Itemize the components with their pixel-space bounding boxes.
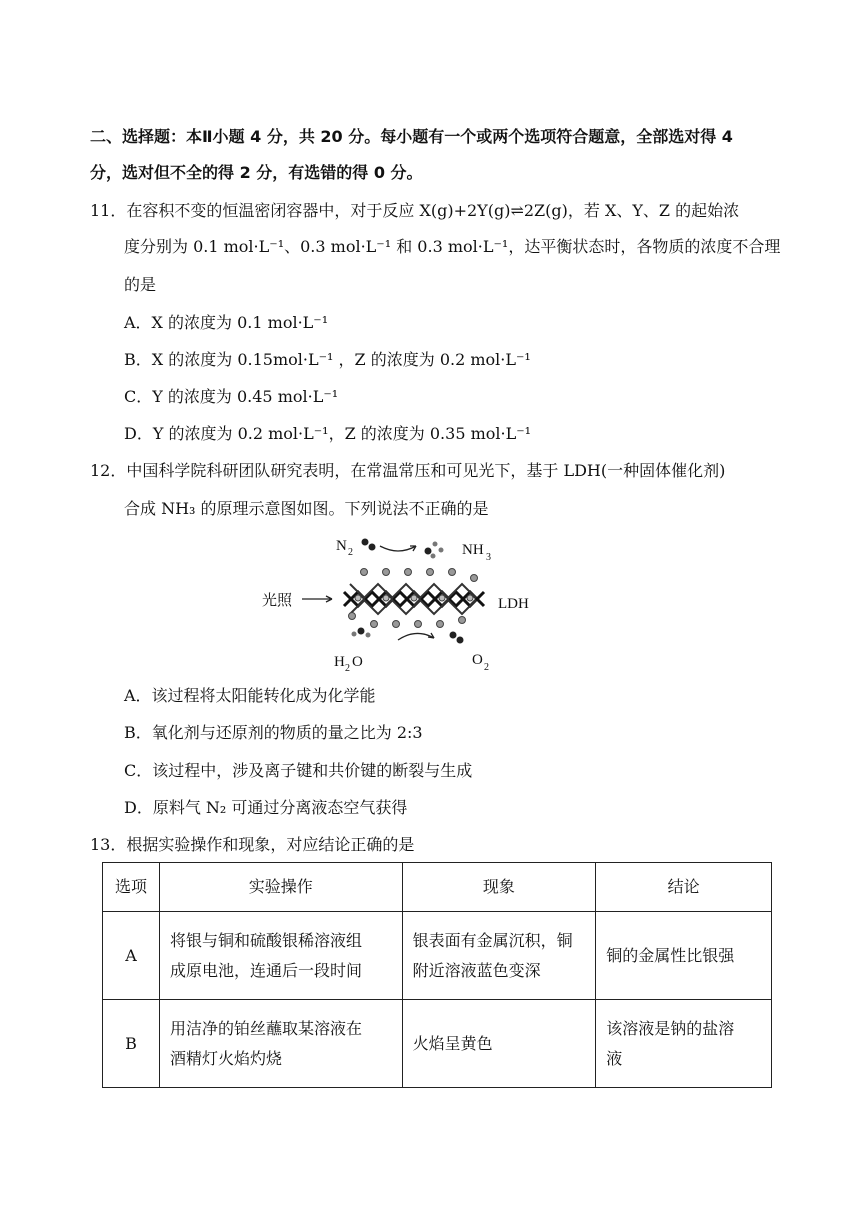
phenomenon-line: 附近溶液蓝色变深	[412, 960, 541, 980]
q13-stem: 13．根据实验操作和现象，对应结论正确的是	[90, 835, 415, 854]
top-curved-arrow	[380, 546, 416, 551]
n2-label: N	[336, 538, 347, 554]
operation-line: 将银与铜和硫酸银稀溶液组	[169, 930, 362, 950]
q11-option-d: D．Y 的浓度为 0.2 mol·L⁻¹，Z 的浓度为 0.35 mol·L⁻¹	[124, 424, 532, 443]
operation-line: 成原电池，连通后一段时间	[169, 960, 362, 980]
light-label: 光照	[262, 593, 293, 609]
conclusion-line: 铜的金属性比银强	[606, 945, 735, 965]
row-phenomenon	[402, 912, 596, 1000]
q11-stem-line1: 11．在容积不变的恒温密闭容器中，对于反应 X(g)+2Y(g)⇌2Z(g)，若 X、Y、Z 的起始浓	[90, 201, 740, 220]
table-row	[103, 1000, 772, 1088]
q12-stem-line1: 12．中国科学院科研团队研究表明，在常温常压和可见光下，基于 LDH(一种固体催化剂)	[90, 461, 726, 480]
nh3-subscript: 3	[486, 552, 491, 563]
experiment-table	[102, 862, 772, 1088]
table-header-row	[103, 863, 772, 912]
nh3-atom	[431, 554, 436, 559]
nh3-atom	[439, 548, 444, 553]
o2-atom	[450, 632, 457, 639]
n2-atom	[362, 539, 369, 546]
row-phenomenon	[402, 1000, 596, 1088]
phenomenon-line: 银表面有金属沉积，铜	[412, 930, 573, 950]
nh3-atom	[433, 542, 438, 547]
phenomenon-line: 火焰呈黄色	[412, 1033, 493, 1053]
h2o-atom	[358, 628, 365, 635]
header-conclusion: 结论	[596, 863, 772, 912]
header-operation: 实验操作	[159, 863, 402, 912]
row-option: B	[103, 1000, 160, 1088]
q11-stem-line3: 的是	[124, 275, 157, 294]
row-conclusion	[596, 912, 772, 1000]
ldh-reaction-diagram	[240, 532, 540, 672]
operation-line: 酒精灯火焰灼烧	[169, 1048, 282, 1068]
q11-option-c: C．Y 的浓度为 0.45 mol·L⁻¹	[124, 387, 339, 406]
nh3-atom	[425, 548, 432, 555]
ldh-label: LDH	[498, 596, 529, 612]
o2-atom	[457, 637, 464, 644]
h2o-atom	[352, 632, 357, 637]
q12-option-b: B．氧化剂与还原剂的物质的量之比为 2:3	[124, 723, 423, 742]
row-operation	[159, 1000, 402, 1088]
section-heading-line1: 二、选择题：本Ⅱ小题 4 分，共 20 分。每小题有一个或两个选项符合题意，全部选对得 4	[90, 127, 733, 146]
operation-line: 用洁净的铂丝蘸取某溶液在	[169, 1018, 362, 1038]
conclusion-line: 该溶液是钠的盐溶	[606, 1018, 735, 1038]
header-option: 选项	[103, 863, 160, 912]
h2o-atom	[366, 633, 371, 638]
q11-option-a: A．X 的浓度为 0.1 mol·L⁻¹	[124, 313, 329, 332]
h2o-label-h: H	[334, 654, 345, 670]
h2o-subscript: 2	[345, 663, 350, 672]
row-conclusion	[596, 1000, 772, 1088]
ldh-lattice	[344, 569, 484, 628]
n2-subscript: 2	[348, 547, 353, 558]
table-row	[103, 912, 772, 1000]
row-operation	[159, 912, 402, 1000]
q11-option-b: B．X 的浓度为 0.15mol·L⁻¹ ，Z 的浓度为 0.2 mol·L⁻¹	[124, 350, 531, 369]
conclusion-line: 液	[606, 1048, 623, 1068]
row-option: A	[103, 912, 160, 1000]
nh3-label: NH	[462, 542, 484, 558]
section-heading-line2: 分，选对但不全的得 2 分，有选错的得 0 分。	[90, 163, 423, 182]
q11-stem-line2: 度分别为 0.1 mol·L⁻¹、0.3 mol·L⁻¹ 和 0.3 mol·L⁻¹，达平衡状态时，各物质的浓度不合理	[124, 237, 781, 256]
q12-option-a: A．该过程将太阳能转化成为化学能	[124, 686, 376, 705]
n2-atom	[369, 544, 376, 551]
header-phenomenon: 现象	[402, 863, 596, 912]
q12-option-d: D．原料气 N₂ 可通过分离液态空气获得	[124, 798, 408, 817]
h2o-label-o: O	[352, 654, 363, 670]
q12-stem-line2: 合成 NH₃ 的原理示意图如图。下列说法不正确的是	[124, 499, 489, 518]
o2-label: O	[472, 652, 483, 668]
o2-subscript: 2	[484, 662, 489, 672]
q12-option-c: C．该过程中，涉及离子键和共价键的断裂与生成	[124, 761, 473, 780]
